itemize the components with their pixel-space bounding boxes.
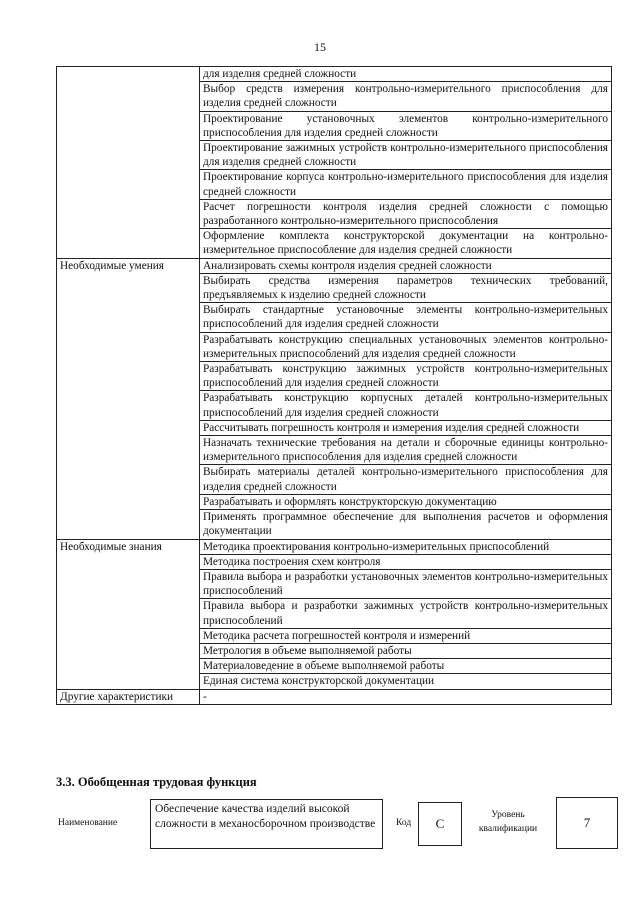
table-cell: Проектирование зажимных устройств контрольно-измерительного приспособления для изделия средней сложности xyxy=(200,141,612,170)
page-number: 15 xyxy=(314,40,326,54)
table-cell: Анализировать схемы контроля изделия средней сложности xyxy=(200,258,612,273)
qualification-level-label: Уровень квалификации xyxy=(478,810,538,834)
table-cell: Разрабатывать конструкцию зажимных устройств контрольно-измерительных приспособлений для изделия средней сложности xyxy=(200,362,612,391)
row-group-label: Другие характеристики xyxy=(57,689,200,704)
competency-table xyxy=(56,66,612,705)
code-label: Код xyxy=(396,818,412,828)
table-cell: Методика расчета погрешностей контроля и измерений xyxy=(200,628,612,643)
table-cell: для изделия средней сложности xyxy=(200,67,612,82)
table-cell: Правила выбора и разработки установочных элементов контрольно-измерительных приспособлений xyxy=(200,569,612,598)
qualification-level-box: 7 xyxy=(556,797,618,849)
function-name-box: Обеспечение качества изделий высокой сложности в механосборочном производстве xyxy=(150,799,383,849)
table-row xyxy=(57,67,612,82)
name-label: Наименование xyxy=(58,818,118,828)
table-cell: Методика проектирования контрольно-измерительных приспособлений xyxy=(200,539,612,554)
table-row xyxy=(57,258,612,273)
table-cell: Оформление комплекта конструкторской документации на контрольно-измерительное приспособление для изделия средней сложности xyxy=(200,229,612,258)
table-cell: Назначать технические требования на детали и сборочные единицы контрольно-измерительного приспособления для изделия средней сложности xyxy=(200,436,612,465)
table-cell: Выбирать средства измерения параметров технических требований, предъявляемых к изделию средней сложности xyxy=(200,273,612,302)
table-cell: Разрабатывать и оформлять конструкторскую документацию xyxy=(200,494,612,509)
table-cell: Выбирать материалы деталей контрольно-измерительного приспособления для изделия средней сложности xyxy=(200,465,612,494)
table-cell: Разрабатывать конструкцию корпусных деталей контрольно-измерительных приспособлений для изделия средней сложности xyxy=(200,391,612,420)
row-group-label: Необходимые умения xyxy=(57,258,200,539)
table-row xyxy=(57,689,612,704)
table-cell: Применять программное обеспечение для выполнения расчетов и оформления документации xyxy=(200,510,612,539)
table-cell: - xyxy=(200,689,612,704)
table-cell: Проектирование установочных элементов контрольно-измерительного приспособления для изделия средней сложности xyxy=(200,111,612,140)
table-cell: Рассчитывать погрешность контроля и измерения изделия средней сложности xyxy=(200,420,612,435)
row-group-label: Необходимые знания xyxy=(57,539,200,689)
table-cell: Материаловедение в объеме выполняемой работы xyxy=(200,659,612,674)
table-cell: Проектирование корпуса контрольно-измерительного приспособления для изделия средней сложности xyxy=(200,170,612,199)
table-cell: Единая система конструкторской документации xyxy=(200,674,612,689)
table-cell: Выбор средств измерения контрольно-измерительного приспособления для изделия средней сложности xyxy=(200,82,612,111)
table-cell: Метрология в объеме выполняемой работы xyxy=(200,643,612,658)
row-group-label xyxy=(57,67,200,259)
table-row xyxy=(57,539,612,554)
table-cell: Методика построения схем контроля xyxy=(200,554,612,569)
table-cell: Правила выбора и разработки зажимных устройств контрольно-измерительных приспособлений xyxy=(200,599,612,628)
code-value-box: C xyxy=(418,802,462,846)
table-cell: Выбирать стандартные установочные элементы контрольно-измерительных приспособлений для изделия средней сложности xyxy=(200,303,612,332)
table-cell: Расчет погрешности контроля изделия средней сложности с помощью разработанного контрольно-измерительного приспособления xyxy=(200,199,612,228)
table-cell: Разрабатывать конструкцию специальных установочных элементов контрольно-измерительных приспособлений для изделия средней сложности xyxy=(200,332,612,361)
section-title: 3.3. Обобщенная трудовая функция xyxy=(56,775,257,789)
